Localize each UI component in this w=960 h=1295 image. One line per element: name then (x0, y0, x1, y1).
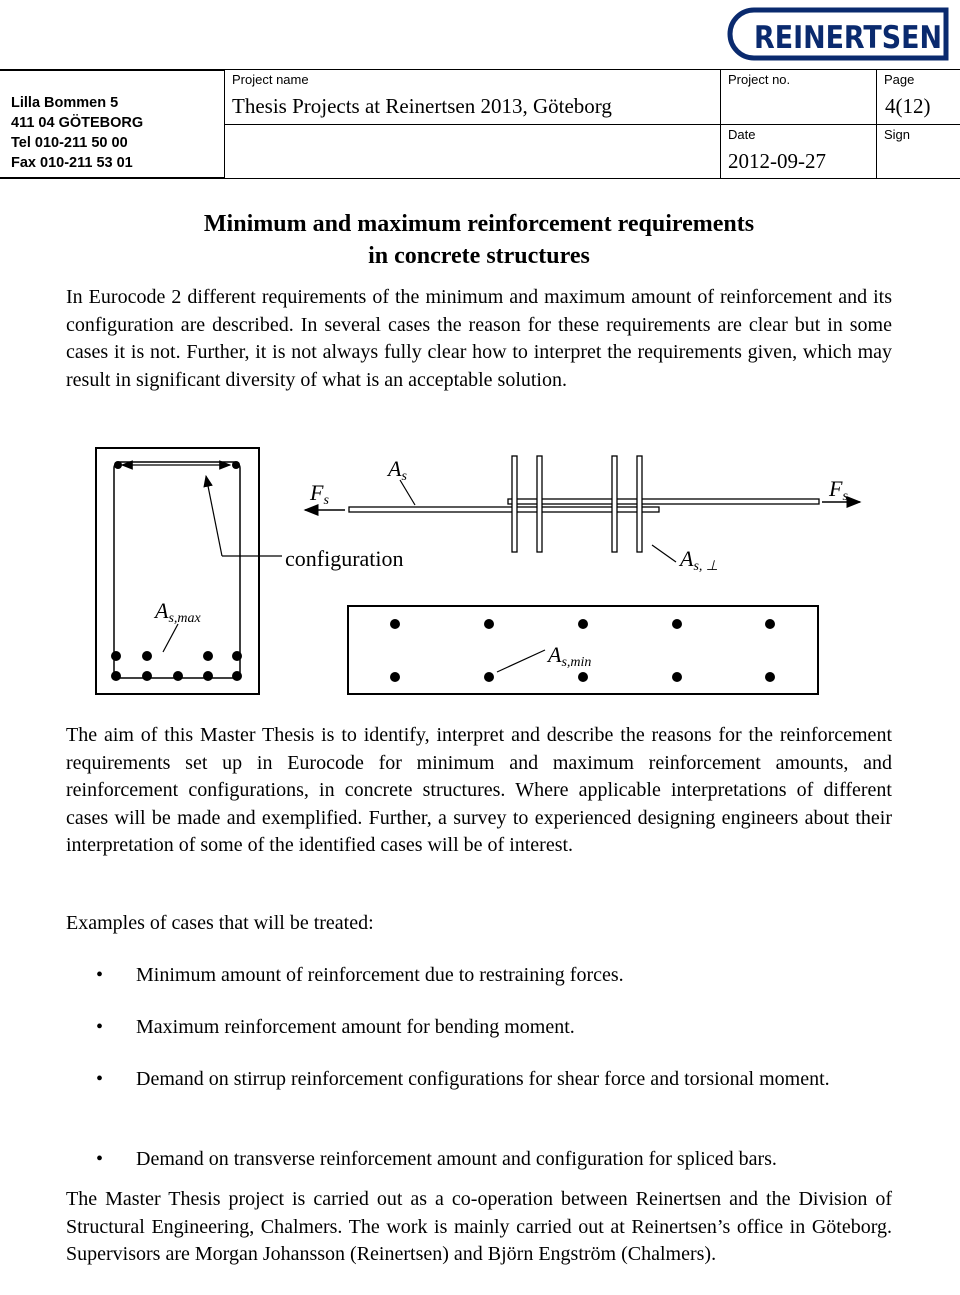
plate-bar (484, 619, 494, 629)
bottom-bar (232, 651, 242, 661)
bottom-bar (232, 671, 242, 681)
reinforcement-figure (0, 440, 960, 700)
plate-bar (672, 672, 682, 682)
examples-intro: Examples of cases that will be treated: (66, 912, 374, 934)
label-fs-left: Fs (310, 480, 329, 508)
plate-section (348, 606, 818, 694)
address-city: 411 04 GÖTEBORG (11, 115, 144, 131)
reinertsen-logo (724, 4, 952, 64)
project-name-label: Project name (232, 72, 309, 87)
sign-label: Sign (884, 127, 911, 142)
bottom-bar (173, 671, 183, 681)
logo-text: REINERTSEN (754, 20, 942, 56)
plate-bar (390, 672, 400, 682)
plate-bar (390, 619, 400, 629)
label-as-perp: As, ⊥ (680, 546, 719, 574)
plate-bar (765, 619, 775, 629)
intro-paragraph: In Eurocode 2 different requirements of the minimum and maximum amount of reinforcement and its configuration are described. In several cases the reason for these requirements are clear but in some cases it is not. Further, it is not always fully clear how to interpret the requirements given, which may result in significant diversity of what is an acceptable solution. (66, 286, 892, 391)
plate-bar (765, 672, 775, 682)
plate-bar (578, 672, 588, 682)
bottom-bar (111, 671, 121, 681)
bottom-bar (142, 651, 152, 661)
document-header (0, 69, 960, 179)
label-as-max: As,max (155, 598, 201, 626)
page-number: 4(12) (885, 94, 931, 118)
date-cell (720, 125, 876, 179)
project-name: Thesis Projects at Reinertsen 2013, Göteborg (232, 94, 612, 118)
label-configuration: configuration (285, 546, 404, 571)
project-no-label: Project no. (728, 72, 791, 87)
list-item: • Demand on transverse reinforcement amount and configuration for spliced bars. (66, 1146, 892, 1174)
list-item: • Maximum reinforcement amount for bending moment. (66, 1014, 892, 1042)
aim-paragraph: The aim of this Master Thesis is to identify, interpret and describe the reasons for the reinforcement requirements set up in Eurocode for minimum and maximum reinforcement amounts, and reinforcement configurations, in concrete structures. Where applicable interpretations of different cases will be made and exemplified. Further, a survey to experienced designing engineers about their interpretation of some of the identified cases will be of interest. (66, 724, 892, 857)
bottom-bar (203, 651, 213, 661)
bottom-bar (203, 671, 213, 681)
list-item: • Demand on stirrup reinforcement configurations for shear force and torsional moment. (66, 1066, 892, 1094)
sign-cell (876, 125, 960, 179)
address-phone: Tel 010-211 50 00 (11, 135, 128, 151)
list-item: • Minimum amount of reinforcement due to restraining forces. (66, 962, 892, 990)
header-blank-cell (224, 125, 720, 179)
address-street: Lilla Bommen 5 (11, 95, 119, 111)
beam-cross-section (96, 448, 259, 694)
label-as: As (388, 456, 407, 484)
title-line-1: Minimum and maximum reinforcement requirements (203, 211, 755, 237)
bottom-bar (142, 671, 152, 681)
bottom-bar (111, 651, 121, 661)
address-fax: Fax 010-211 53 01 (11, 155, 133, 171)
document-title (66, 208, 892, 272)
page-cell (876, 69, 960, 125)
top-bar (232, 461, 240, 469)
project-name-cell (224, 69, 720, 125)
plate-bar (672, 619, 682, 629)
closing-paragraph: The Master Thesis project is carried out as a co-operation between Reinertsen and the Division of Structural Engineering, Chalmers. The work is mainly carried out at Reinertsen’s office in Göteborg. Supervisors are Morgan Johansson (Reinertsen) and Björn Engström (Chalmers). (66, 1188, 892, 1266)
page-label: Page (884, 72, 915, 87)
label-fs-right: Fs (829, 476, 848, 504)
date-label: Date (728, 127, 756, 142)
date-value: 2012-09-27 (728, 149, 826, 173)
plate-bar (484, 672, 494, 682)
project-no-cell (720, 69, 876, 125)
label-as-min: As,min (548, 642, 592, 670)
company-address (0, 69, 224, 179)
top-bar (114, 461, 122, 469)
title-line-2: in concrete structures (368, 243, 590, 269)
plate-bar (578, 619, 588, 629)
